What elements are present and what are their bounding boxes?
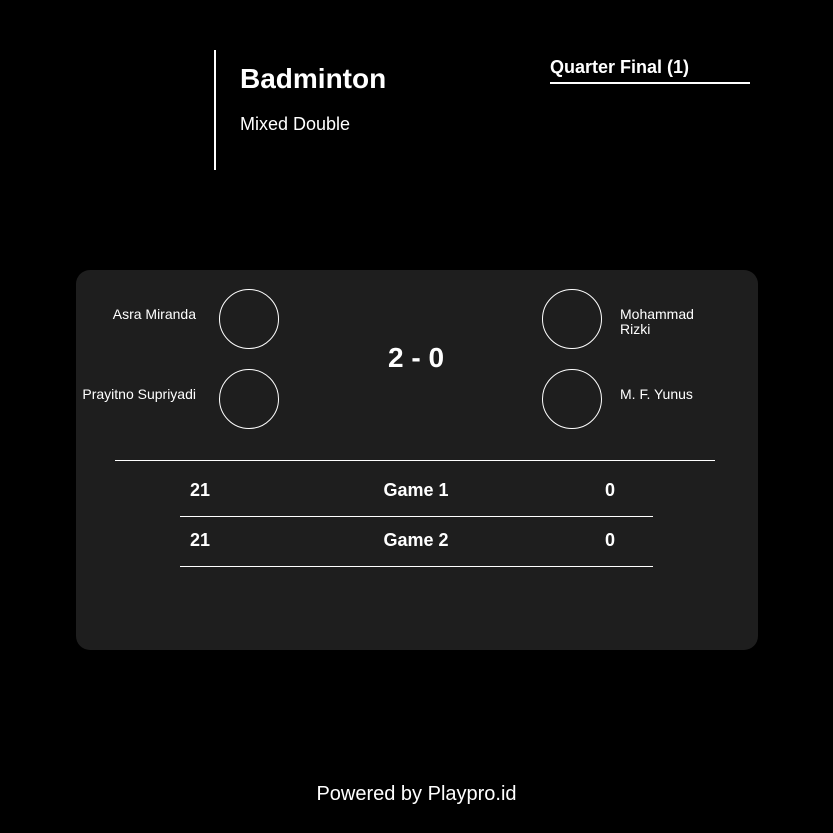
game-label: Game 2 [383,530,449,550]
sport-category: Mixed Double [240,114,351,134]
title-accent-bar [214,50,216,170]
game-away-score: 0 [604,480,615,500]
home-player-avatar [219,369,279,429]
game-row [180,466,653,517]
game-label: Game 1 [383,480,449,500]
game-away-score: 0 [604,530,615,550]
home-player-avatar [219,289,279,349]
home-player-name: Asra Miranda [112,306,196,322]
game-home-score: 21 [190,480,211,500]
away-player-name: M. F. Yunus [620,386,693,402]
scoreboard-card [76,270,758,650]
game-row [180,516,653,567]
divider [115,460,715,461]
round-label: Quarter Final (1) [550,56,750,84]
away-player-avatar [542,289,602,349]
away-player-avatar [542,369,602,429]
home-player-name: Prayitno Supriyadi [82,386,196,402]
sport-title: Badminton [240,63,387,94]
match-score: 2 - 0 [387,342,445,373]
away-player-name: Mohammad Rizki [620,306,694,337]
game-home-score: 21 [190,530,211,550]
footer-credit: Powered by Playpro.id [316,783,517,805]
